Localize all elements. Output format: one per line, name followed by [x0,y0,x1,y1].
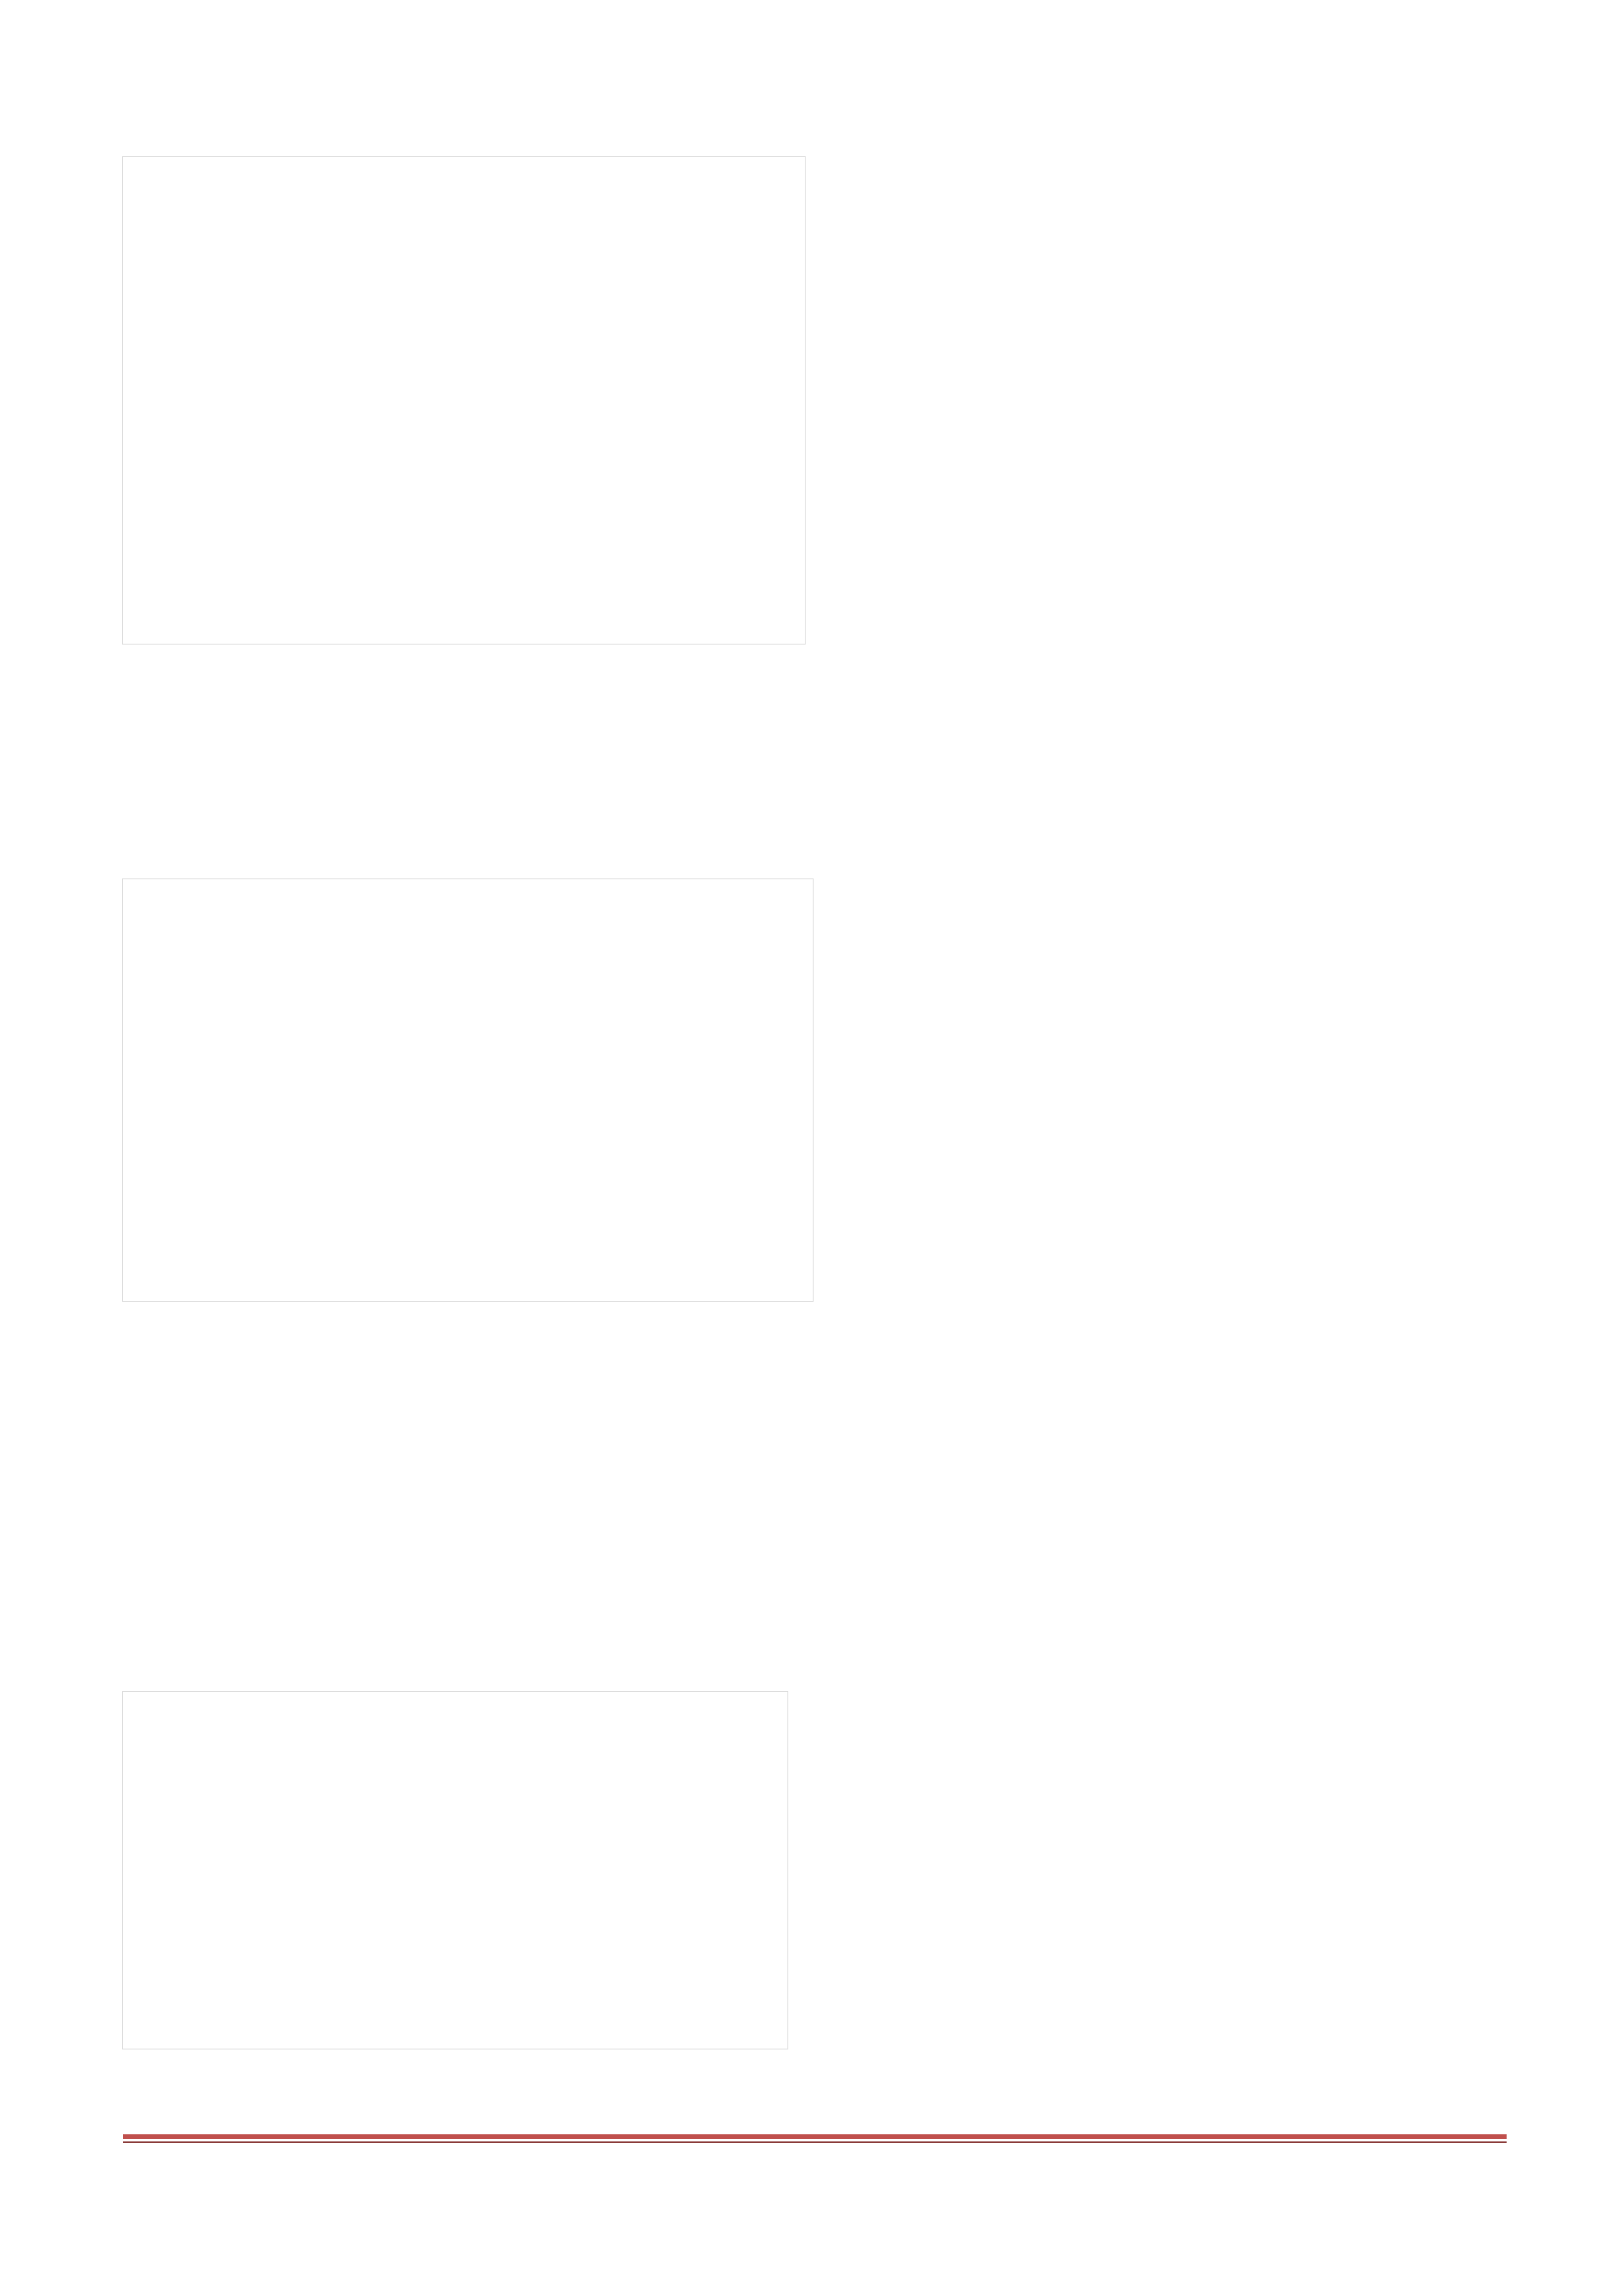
footer-rule [123,2134,1507,2139]
figure-1-6 [122,878,814,1302]
three-month-flow-chart [123,1692,787,2049]
footer-rule-thin [123,2141,1507,2143]
monthly-flow-chart [123,157,805,644]
figure-1-5 [122,156,806,645]
daily-flow-chart [123,879,813,1301]
figure-1-7 [122,1691,788,2049]
